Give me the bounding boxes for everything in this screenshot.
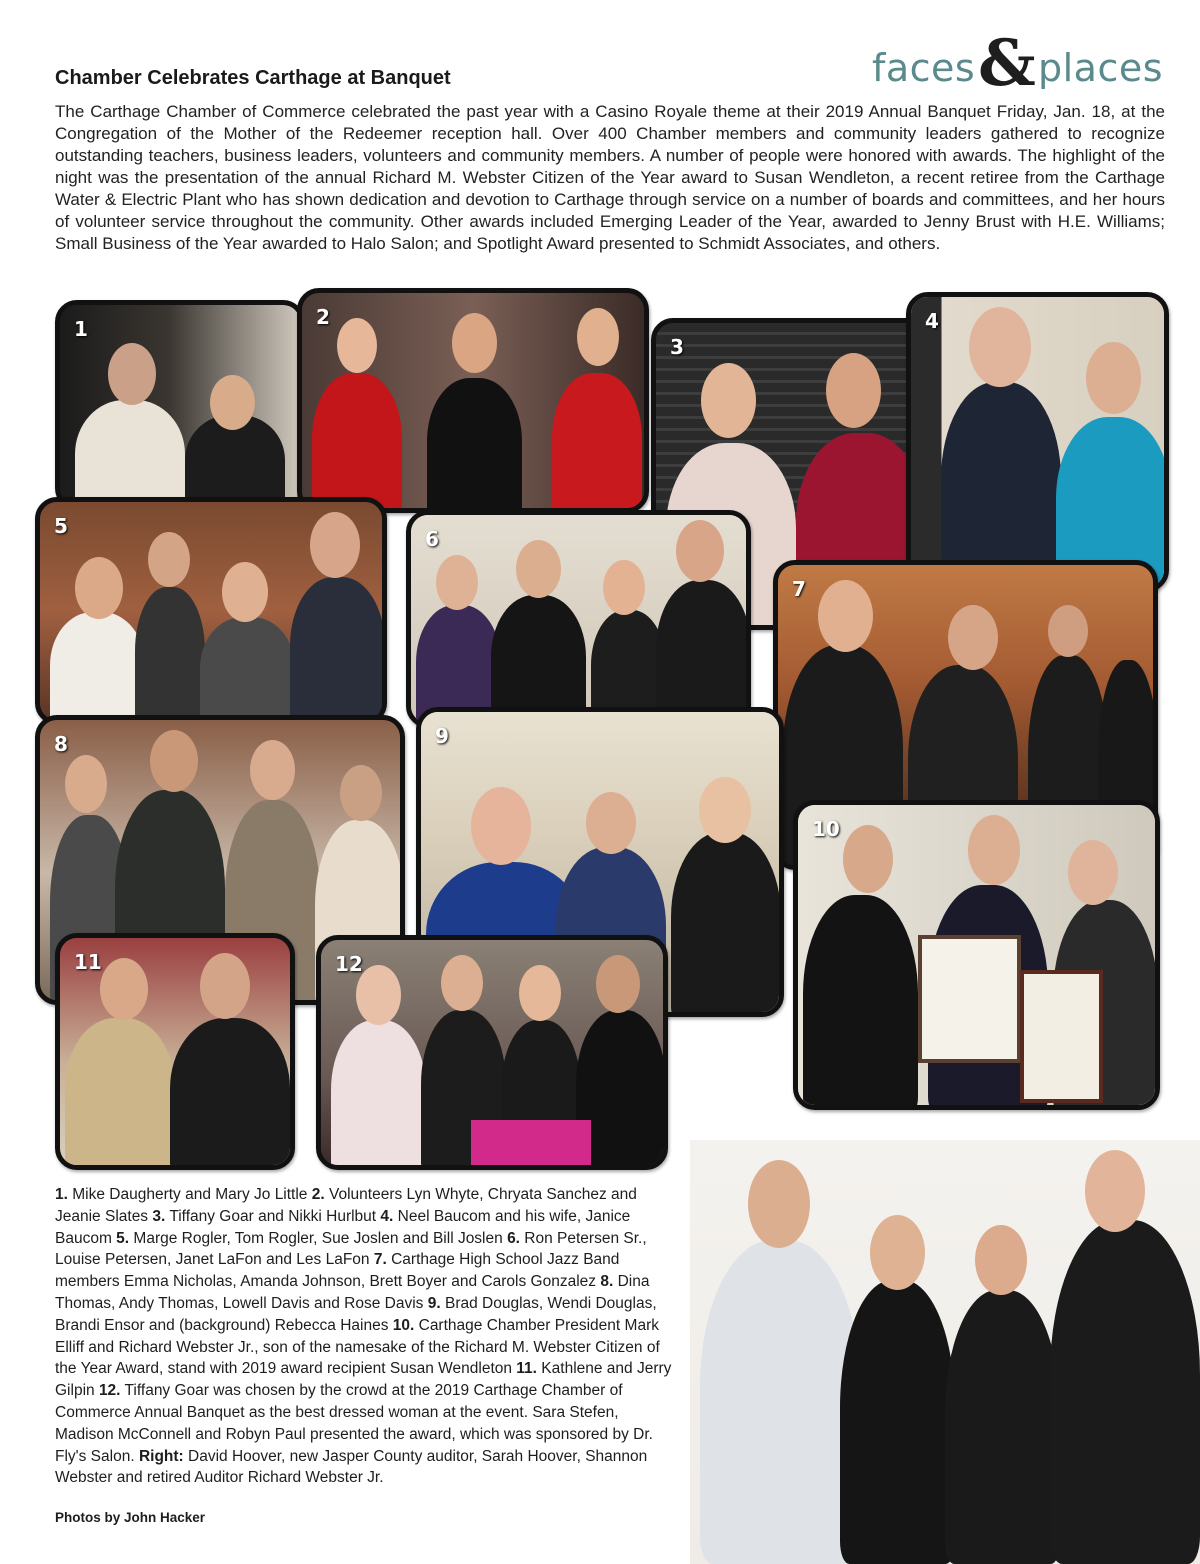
photo-number: 8 (54, 732, 68, 756)
photo-number: 4 (925, 309, 939, 333)
photo-number: 6 (425, 527, 439, 551)
photo-5 (35, 497, 387, 725)
logo-ampersand: & (978, 26, 1036, 101)
photo-4 (906, 292, 1169, 592)
photo-11 (55, 933, 295, 1170)
photo-credit: Photos by John Hacker (55, 1510, 206, 1525)
photo-1 (55, 300, 305, 510)
photo-number: 10 (812, 817, 840, 841)
faces-and-places-logo (868, 26, 1168, 101)
photo-2 (297, 288, 649, 513)
photo-number: 5 (54, 514, 68, 538)
photo-captions: 1. Mike Daugherty and Mary Jo Little 2. Volunteers Lyn Whyte, Chryata Sanchez and Jeanie Slates 3. Tiffany Goar and Nikki Hurlbut 4. Neel Baucom and his wife, Janice Baucom 5. Marge Rogler, Tom Rogler, Sue Joslen and Bill Joslen 6. Ron Petersen Sr., Louise Petersen, Janet LaFon and Les LaFon 7. Carthage High School Jazz Band members Emma Nicholas, Amanda Johnson, Brett Boyer and Carols Gonzalez 8. Dina Thomas, Andy Thomas, Lowell Davis and Rose Davis 9. Brad Douglas, Wendi Douglas, Brandi Ensor and (background) Rebecca Haines 10. Carthage Chamber President Mark Elliff and Richard Webster Jr., son of the namesake of the Richard M. Webster Citizen of the Year Award, stand with 2019 award recipient Susan Wendleton 11. Kathlene and Jerry Gilpin 12. Tiffany Goar was chosen by the crowd at the 2019 Carthage Chamber of Commerce Annual Banquet as the best dressed woman at the event. Sara Stefen, Madison McConnell and Robyn Paul presented the award, which was sponsored by Dr. Fly's Salon. Right: David Hoover, new Jasper County auditor, Sarah Hoover, Shannon Webster and retired Auditor Richard Webster Jr. (55, 1186, 672, 1487)
article-intro: The Carthage Chamber of Commerce celebrated the past year with a Casino Royale theme at their 2019 Annual Banquet Friday, Jan. 18, at the Congregation of the Mother of the Redeemer reception hall. Over 400 Chamber members and community leaders gathered to recognize outstanding teachers, business leaders, volunteers and community members. A number of people were honored with awards. The highlight of the night was the presentation of the annual Richard M. Webster Citizen of the Year award to Susan Wendleton, a recent retiree from the Carthage Water & Electric Plant who has shown dedication and devotion to Carthage through service on a number of boards and committees, and her hours of volunteer service throughout the community. Other awards included Emerging Leader of the Year, awarded to Jenny Brust with H.E. Williams; Small Business of the Year awarded to Halo Salon; and Spotlight Award presented to Schmidt Associates, and others. (55, 102, 1165, 253)
photo-number: 2 (316, 305, 330, 329)
photo-number: 9 (435, 724, 449, 748)
photo-number: 3 (670, 335, 684, 359)
photo-12 (316, 935, 668, 1170)
photo-number: 7 (792, 577, 806, 601)
photo-number: 1 (74, 317, 88, 341)
photo-10 (793, 800, 1160, 1110)
photo-number: 12 (335, 952, 363, 976)
photo-right (690, 1140, 1200, 1564)
logo-word-places: places (1038, 46, 1164, 90)
article-headline: Chamber Celebrates Carthage at Banquet (55, 67, 451, 89)
logo-word-faces: faces (872, 46, 976, 90)
photo-6 (406, 510, 751, 728)
photo-number: 11 (74, 950, 102, 974)
